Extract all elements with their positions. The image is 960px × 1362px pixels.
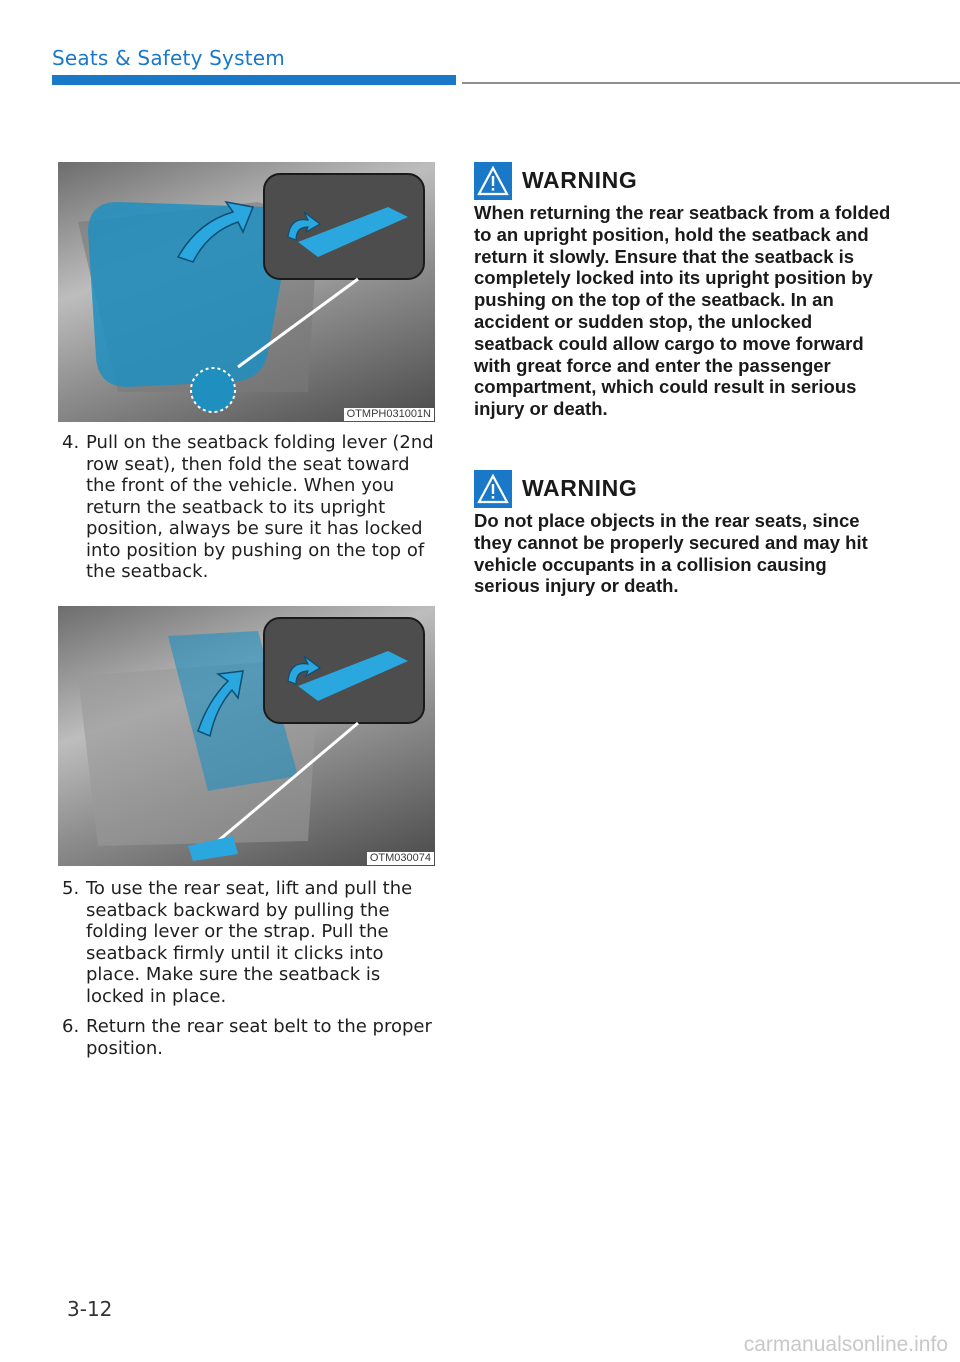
instruction-step <box>62 1016 442 1059</box>
step-number: 5. <box>62 878 80 899</box>
watermark: carmanualsonline.info <box>743 1333 948 1356</box>
lever-callout-circle <box>191 368 235 412</box>
step-number: 4. <box>62 432 80 453</box>
warning-box <box>474 470 894 597</box>
header-accent-bar <box>52 75 456 85</box>
instruction-step <box>62 432 442 583</box>
warning-text: When returning the rear seatback from a folded to an upright position, hold the seatback and return it slowly. Ensure that the seatback is completely locked into its upright position by pushing on the top of the seatback. In an accident or sudden stop, the unlocked seatback could allow cargo to move forward with great force and enter the passenger compartment, which could result in serious injury or death. <box>474 202 891 420</box>
warning-text: Do not place objects in the rear seats, since they cannot be properly secured and may hit vehicle occupants in a collision causing serious injury or death. <box>474 510 868 597</box>
warning-triangle-icon <box>474 470 512 508</box>
seat-illustration <box>58 162 435 422</box>
header-divider <box>462 82 960 84</box>
warning-triangle-icon <box>474 162 512 200</box>
step-text: To use the rear seat, lift and pull the seatback backward by pulling the folding lever or the strap. Pull the seatback firmly until it clicks into place. Make sure the seatback is locked in place. <box>86 878 413 1007</box>
instruction-step <box>62 878 442 1007</box>
figure-seatback-return <box>58 606 435 866</box>
step-text: Pull on the seatback folding lever (2nd row seat), then fold the seat toward the front of the vehicle. When you return the seatback to its upright position, always be sure it has locked into position by pushing on the top of the seatback. <box>86 432 434 582</box>
page-number: 3-12 <box>67 1297 113 1321</box>
folded-seat-highlight <box>88 202 288 387</box>
step-number: 6. <box>62 1016 80 1037</box>
step-text: Return the rear seat belt to the proper position. <box>86 1016 432 1059</box>
warning-title: WARNING <box>522 167 638 193</box>
figure-seatback-fold <box>58 162 435 422</box>
figure-code: OTMPH031001N <box>344 408 434 421</box>
section-title: Seats & Safety System <box>52 46 285 70</box>
seat-illustration <box>58 606 435 866</box>
warning-title: WARNING <box>522 475 638 501</box>
warning-box <box>474 162 894 420</box>
figure-code: OTM030074 <box>367 852 434 865</box>
